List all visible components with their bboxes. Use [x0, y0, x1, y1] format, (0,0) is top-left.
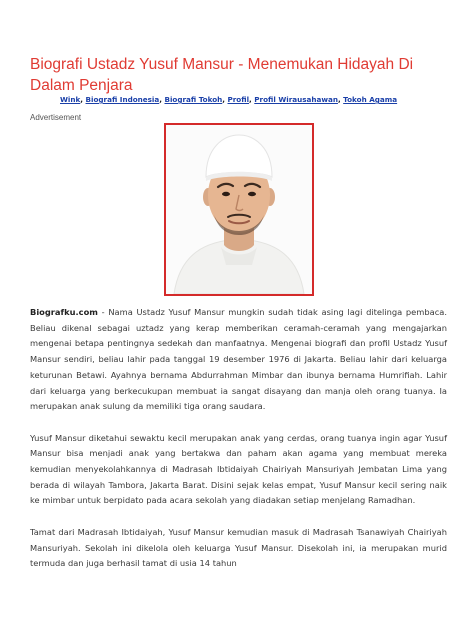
- paragraph-1-text: - Nama Ustadz Yusuf Mansur mungkin sudah tidak asing lagi ditelinga pembaca. Beliau dikenal sebagai uztadz yang kerap memberikan ceramah-ceramah yang mengajarkan mengenai betapa pentingnya sedekah dan manfaatnya. Mengenai biografi dan profil Ustadz Yusuf Mansur sendiri, beliau lahir pada tanggal 19 desember 1976 di Jakarta. Beliau lahir dari keluarga keturunan Betawi. Ayahnya bernama Abdurrahman Mimbar dan ibunya bernama Humrifiah. Lahir dari keluarga yang berkecukupan membuat ia sangat disayang dan manja oleh orang tuanya. Ia merupakan anak sulung da memiliki tiga orang saudara.: [30, 307, 447, 412]
- portrait-illustration: [166, 125, 312, 294]
- paragraph-1: [30, 305, 447, 415]
- paragraph-3: Tamat dari Madrasah Ibtidaiyah, Yusuf Mansur kemudian masuk di Madrasah Tsanawiyah Chairiyah Mansuriyah. Sekolah ini dikelola oleh keluarga Yusuf Mansur. Disekolah ini, ia merupakan murid termuda dan juga berhasil tamat di usia 14 tahun: [30, 526, 447, 569]
- tag-link-wink[interactable]: Wink: [60, 95, 81, 104]
- tag-link-biografi-indonesia[interactable]: Biografi Indonesia: [85, 95, 160, 104]
- advertisement-label: Advertisement: [30, 113, 82, 122]
- source-name: Biografku.com: [30, 307, 98, 317]
- tag-link-profil-wirausahawan[interactable]: Profil Wirausahawan: [254, 95, 338, 104]
- article-body: [30, 305, 447, 588]
- portrait-photo: [164, 123, 314, 296]
- tag-link-biografi-tokoh[interactable]: Biografi Tokoh: [164, 95, 223, 104]
- tag-list: Wink, Biografi Indonesia, Biografi Tokoh, Profil, Profil Wirausahawan, Tokoh Agama: [60, 95, 398, 104]
- tag-link-profil[interactable]: Profil: [227, 95, 250, 104]
- paragraph-2: Yusuf Mansur diketahui sewaktu kecil merupakan anak yang cerdas, orang tuanya ingin agar Yusuf Mansur bisa menjadi anak yang bertakwa dan paham akan agama yang membuat mereka kemudian menyekolahkannya di Madrasah Ibtidaiyah Chairiyah Mansuriyah Jembatan Lima yang berada di wilayah Tambora, Jakarta Barat. Disini sejak kelas empat, Yusuf Mansur kecil sering naik ke mimbar untuk berpidato pada acara sekolah yang diadakan setiap menjelang Ramadhan.: [30, 432, 447, 506]
- article-title: Biografi Ustadz Yusuf Mansur - Menemukan Hidayah Di Dalam Penjara: [30, 56, 414, 94]
- tag-link-tokoh-agama[interactable]: Tokoh Agama: [343, 95, 398, 104]
